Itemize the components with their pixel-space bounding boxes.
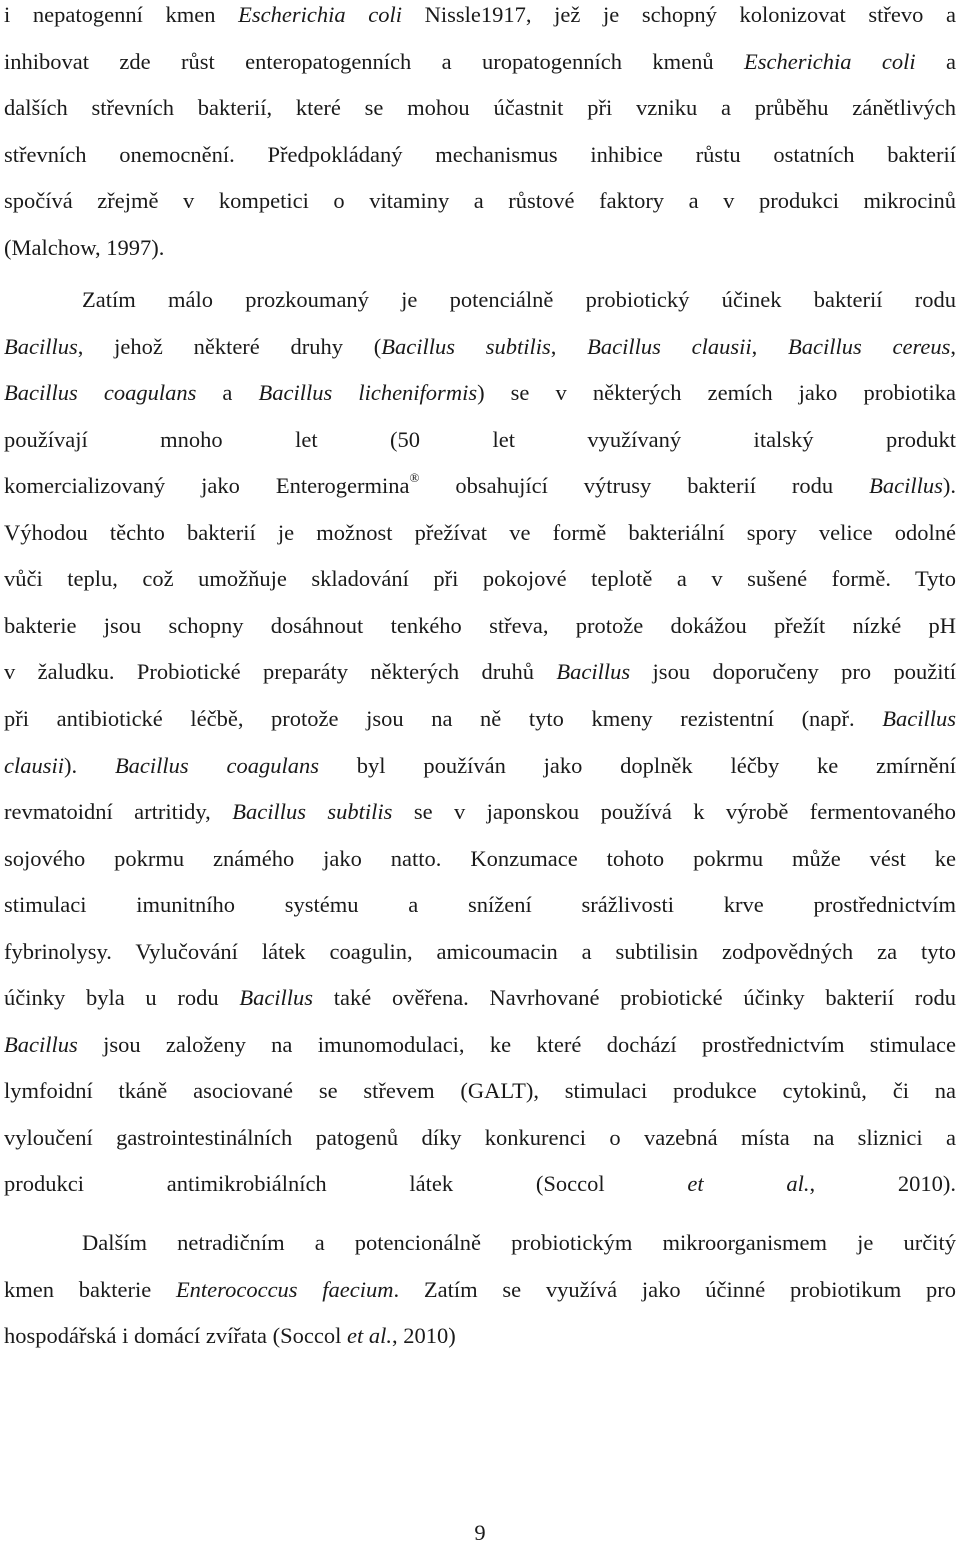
text-segment: , 2010) (392, 1323, 456, 1348)
italic-term: Bacillus licheniformis (258, 380, 478, 406)
text-line (4, 983, 956, 1013)
text-line (4, 704, 956, 734)
text-segment: Dalším netradičním a potencionálně probiotickým mikroorganismem je určitý (82, 1230, 956, 1255)
text-segment: bakterie jsou schopny dosáhnout tenkého střeva, protože dokážou přežít nízké pH (4, 612, 956, 638)
text-line (4, 233, 956, 263)
text-segment: produkci antimikrobiálních látek (Soccol (4, 1171, 688, 1197)
text-line (4, 611, 956, 641)
text-segment: v žaludku. Probiotické preparáty některých druhů (4, 659, 557, 685)
text-segment: , (550, 333, 588, 359)
italic-term: Bacillus (4, 333, 78, 359)
text-segment: byl používán jako doplněk léčby ke zmírnění (318, 752, 957, 778)
text-line (4, 844, 956, 874)
italic-term: Bacillus (882, 705, 956, 731)
italic-term: Escherichia coli (238, 2, 402, 27)
text-segment: stimulaci imunitního systému a snížení srážlivosti krve prostřednictvím (4, 892, 956, 918)
text-segment: hospodářská i domácí zvířata (Soccol (4, 1323, 348, 1348)
italic-term: Bacillus subtilis (232, 799, 393, 825)
text-segment: revmatoidní artritidy, (4, 799, 233, 825)
text-segment: vyloučení gastrointestinálních patogenů díky konkurenci o vazebná místa na sliznici a (4, 1124, 956, 1150)
italic-term: Bacillus clausii (587, 333, 752, 359)
italic-term: et al. (687, 1171, 810, 1197)
italic-term: et al. (347, 1323, 393, 1348)
text-segment: komercializovaný jako Enterogermina (4, 473, 410, 499)
text-line (4, 657, 956, 687)
text-segment: jsou založeny na imunomodulaci, ke které dochází prostřednictvím stimulace (77, 1031, 956, 1057)
text-segment: fybrinolysy. Vylučování látek coagulin, amicoumacin a subtilisin zodpovědných za tyto (4, 938, 956, 964)
text-segment: . Zatím se využívá jako účinné probiotikum pro (393, 1276, 957, 1302)
text-segment: Výhodou těchto bakterií je možnost přežívat ve formě bakteriální spory velice odolné (4, 519, 956, 545)
text-line (4, 937, 956, 967)
text-segment: , (751, 333, 788, 359)
text-line (4, 1321, 956, 1351)
text-segment: se v japonskou používá k výrobě fermentovaného (392, 799, 956, 825)
registered-mark: ® (409, 470, 420, 486)
text-segment: sojového pokrmu známého jako natto. Konzumace tohoto pokrmu může vést ke (4, 845, 956, 871)
text-segment: používají mnoho let (50 let využívaný italský produkt (4, 426, 956, 452)
italic-term: Bacillus (4, 1031, 78, 1057)
italic-term: Enterococcus faecium (175, 1276, 394, 1302)
text-segment: Zatím málo prozkoumaný je potenciálně probiotický účinek bakterií rodu (82, 287, 956, 312)
text-line (4, 186, 956, 216)
text-segment: ). (942, 473, 956, 499)
text-segment: i nepatogenní kmen (4, 2, 239, 27)
text-segment: také ověřena. Navrhované probiotické účinky bakterií rodu (313, 985, 956, 1011)
text-line (4, 751, 956, 781)
text-segment: , (950, 333, 956, 359)
text-line (4, 47, 956, 77)
text-segment: , 2010). (809, 1171, 956, 1197)
text-segment: a (915, 48, 956, 74)
text-segment: účinky byla u rodu (4, 985, 240, 1011)
text-line (4, 518, 956, 548)
text-line (4, 471, 956, 501)
text-segment: střevních onemocnění. Předpokládaný mechanismus inhibice růstu ostatních bakterií (4, 141, 956, 167)
italic-term: Bacillus (239, 985, 314, 1011)
text-line (4, 93, 956, 123)
text-line (4, 797, 956, 827)
text-segment: při antibiotické léčbě, protože jsou na ně tyto kmeny rezistentní (např. (4, 705, 883, 731)
text-segment: obsahující výtrusy bakterií rodu (419, 473, 870, 499)
italic-term: Escherichia coli (744, 48, 916, 74)
text-segment: , jehož některé druhy ( (77, 333, 382, 359)
text-line (4, 1275, 956, 1305)
text-line (4, 1169, 956, 1199)
text-segment: Nissle1917, jež je schopný kolonizovat střevo a (401, 2, 956, 27)
text-segment: (Malchow, 1997). (4, 235, 165, 260)
text-line (4, 1076, 956, 1106)
text-segment: dalších střevních bakterií, které se mohou účastnit při vzniku a průběhu zánětlivých (4, 95, 956, 121)
text-segment: a (196, 380, 259, 406)
text-segment: jsou doporučeny pro použití (630, 659, 956, 685)
text-line (4, 0, 956, 30)
text-line (82, 1228, 956, 1258)
text-line (4, 1030, 956, 1060)
italic-term: Bacillus cereus (788, 333, 951, 359)
text-segment: kmen bakterie (4, 1276, 176, 1302)
text-line (4, 890, 956, 920)
text-line (4, 425, 956, 455)
italic-term: Bacillus coagulans (4, 380, 197, 406)
text-segment: spočívá zřejmě v kompetici o vitaminy a růstové faktory a v produkci mikrocinů (4, 188, 956, 214)
text-line (4, 140, 956, 170)
italic-term: Bacillus (556, 659, 631, 685)
text-line (4, 1123, 956, 1153)
text-segment: ) se v některých zemích jako probiotika (477, 380, 956, 406)
italic-term: clausii (4, 752, 64, 778)
text-line (4, 564, 956, 594)
italic-term: Bacillus coagulans (114, 752, 319, 778)
text-line (4, 332, 956, 362)
text-segment: lymfoidní tkáně asociované se střevem (GALT), stimulaci produkce cytokinů, či na (4, 1078, 956, 1104)
text-segment: vůči teplu, což umožňuje skladování při pokojové teplotě a v sušené formě. Tyto (4, 566, 956, 592)
italic-term: Bacillus (869, 473, 943, 499)
text-segment: ). (64, 752, 115, 778)
text-segment: inhibovat zde růst enteropatogenních a uropatogenních kmenů (4, 48, 745, 74)
text-line (82, 285, 956, 315)
page-number: 9 (474, 1520, 486, 1545)
italic-term: Bacillus subtilis (381, 333, 551, 359)
text-line (4, 378, 956, 408)
